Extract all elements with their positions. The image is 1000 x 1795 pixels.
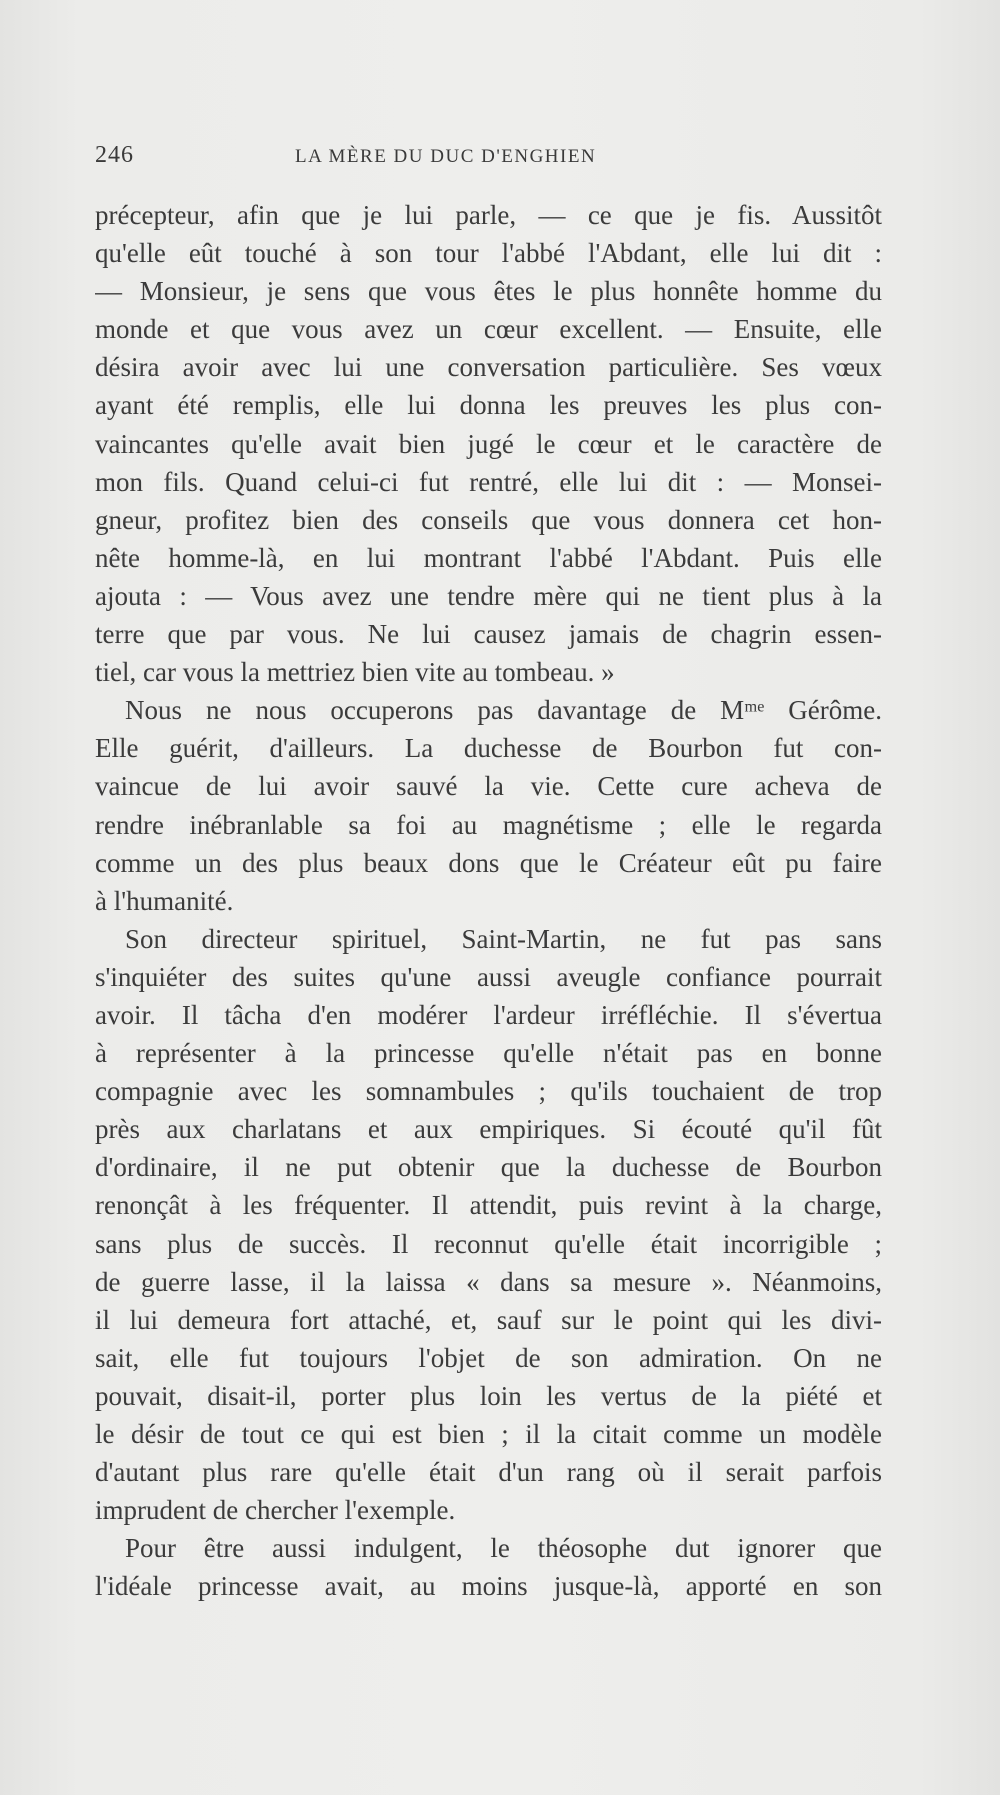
text-line: de guerre lasse, il la laissa « dans sa mesure ». Néanmoins, (95, 1266, 882, 1297)
text-line: le désir de tout ce qui est bien ; il la citait comme un modèle (95, 1419, 882, 1449)
text-line: désira avoir avec lui une conversation particulière. Ses vœux (95, 352, 882, 383)
text-line: Nous ne nous occuperons pas davantage de Mᵐᵉ Gérôme. (125, 695, 882, 726)
text-line: Elle guérit, d'ailleurs. La duchesse de Bourbon fut con- (95, 733, 882, 764)
text-line: — Monsieur, je sens que vous êtes le plus honnête homme du (95, 276, 882, 307)
text-line: nête homme-là, en lui montrant l'abbé l'Abdant. Puis elle (95, 542, 882, 573)
text-line: terre que par vous. Ne lui causez jamais de chagrin essen- (95, 619, 882, 650)
text-line: précepteur, afin que je lui parle, — ce que je fis. Aussitôt (95, 200, 882, 230)
text-line: gneur, profitez bien des conseils que vous donnera cet hon- (95, 504, 882, 535)
text-line: comme un des plus beaux dons que le Créateur eût pu faire (95, 847, 882, 878)
text-line: renonçât à les fréquenter. Il attendit, puis revint à la charge, (95, 1190, 882, 1221)
text-line: d'ordinaire, il ne put obtenir que la duchesse de Bourbon (95, 1152, 882, 1183)
text-line: ayant été remplis, elle lui donna les preuves les plus con- (95, 390, 882, 421)
text-line: Pour être aussi indulgent, le théosophe dut ignorer que (125, 1533, 882, 1564)
text-line: sait, elle fut toujours l'objet de son admiration. On ne (95, 1342, 882, 1373)
text-line: il lui demeura fort attaché, et, sauf sur le point qui les divi- (95, 1304, 882, 1335)
text-line: d'autant plus rare qu'elle était d'un rang où il serait parfois (95, 1457, 882, 1488)
text-line: tiel, car vous la mettriez bien vite au tombeau. » (95, 657, 615, 688)
body-text (95, 196, 882, 1605)
text-line: mon fils. Quand celui-ci fut rentré, elle lui dit : — Monsei- (95, 466, 882, 497)
running-title: LA MÈRE DU DUC D'ENGHIEN (295, 146, 597, 167)
text-line: rendre inébranlable sa foi au magnétisme ; elle le regarda (95, 809, 882, 840)
text-line: vaincue de lui avoir sauvé la vie. Cette cure acheva de (95, 771, 882, 802)
text-line: pouvait, disait-il, porter plus loin les vertus de la piété et (95, 1380, 882, 1411)
running-head (95, 142, 882, 172)
text-line: l'idéale princesse avait, au moins jusque-là, apporté en son (95, 1571, 882, 1602)
text-line: près aux charlatans et aux empiriques. Si écouté qu'il fût (95, 1114, 882, 1145)
text-line: avoir. Il tâcha d'en modérer l'ardeur irréfléchie. Il s'évertua (95, 999, 882, 1030)
text-line: à l'humanité. (95, 885, 234, 916)
text-line: Son directeur spirituel, Saint-Martin, ne fut pas sans (125, 923, 882, 954)
text-line: sans plus de succès. Il reconnut qu'elle était incorrigible ; (95, 1228, 882, 1259)
text-line: qu'elle eût touché à son tour l'abbé l'Abdant, elle lui dit : (95, 238, 882, 269)
text-line: ajouta : — Vous avez une tendre mère qui ne tient plus à la (95, 580, 882, 611)
text-line: s'inquiéter des suites qu'une aussi aveugle confiance pourrait (95, 961, 882, 992)
text-line: vaincantes qu'elle avait bien jugé le cœur et le caractère de (95, 428, 882, 459)
text-line: à représenter à la princesse qu'elle n'était pas en bonne (95, 1038, 882, 1069)
page-number: 246 (95, 142, 134, 168)
text-line: compagnie avec les somnambules ; qu'ils touchaient de trop (95, 1076, 882, 1107)
text-line: imprudent de chercher l'exemple. (95, 1495, 456, 1526)
text-line: monde et que vous avez un cœur excellent. — Ensuite, elle (95, 314, 882, 345)
